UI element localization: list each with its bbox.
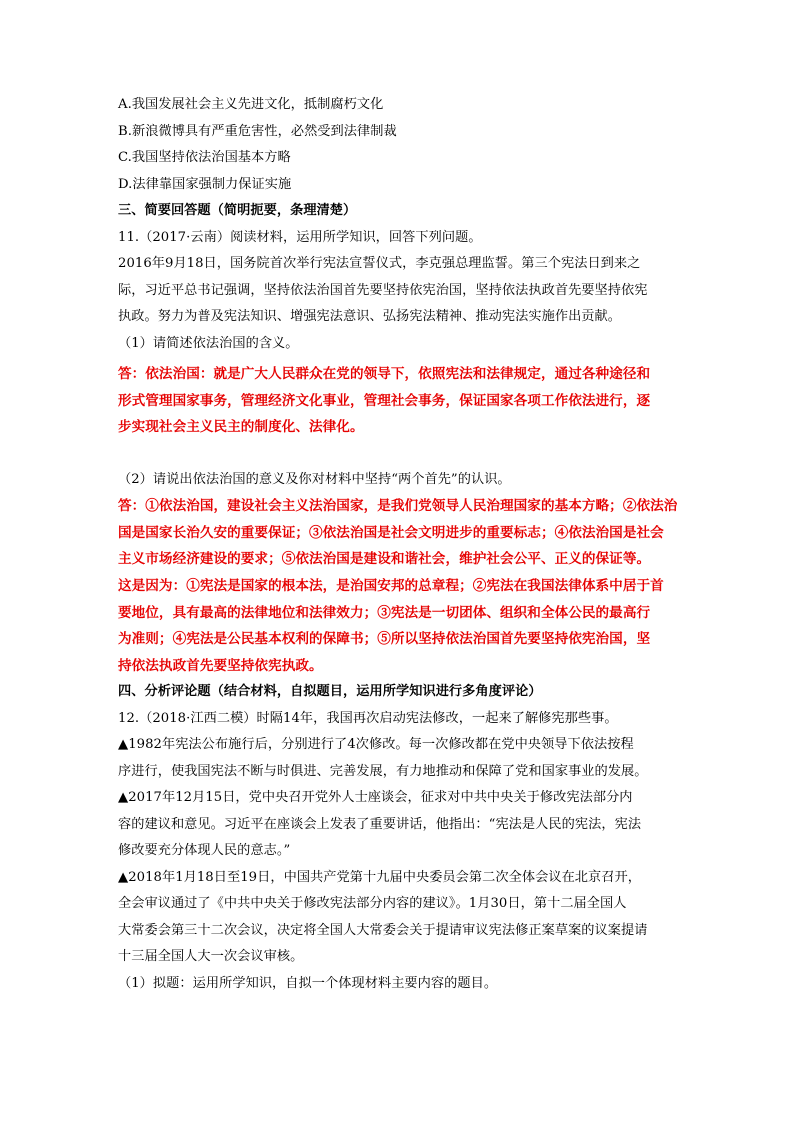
question-11-sub-2: （2）请说出依法治国的意义及你对材料中坚持“两个首先”的认识。 (118, 471, 511, 487)
option-c: C.我国坚持依法治国基本方略 (118, 150, 291, 165)
material-line: 执政。努力为普及宪法知识、增强宪法意识、弘扬宪法精神、推动宪法实施作出贡献。 (118, 309, 622, 324)
option-d: D.法律靠国家强制力保证实施 (118, 176, 292, 192)
material-line: ▲1982年宪法公布施行后，分别进行了4次修改。每一次修改都在党中央领导下依法按程 (118, 737, 634, 753)
answer-line: 为准则；④宪法是公民基本权利的保障书；⑤所以坚持依法治国首先要坚持依宪治国，坚 (118, 631, 651, 648)
option-a: A.我国发展社会主义先进文化，抵制腐朽文化 (118, 97, 384, 112)
question-12-material (118, 732, 678, 971)
answer-line: 形式管理国家事务，管理经济文化事业，管理社会事务，保证国家各项工作依法进行，逐 (118, 392, 651, 409)
material-line: 容的建议和意见。习近平在座谈会上发表了重要讲话，他指出：“宪法是人民的宪法，宪法 (118, 816, 642, 832)
option-list (118, 92, 678, 198)
material-line: 修改要充分体现人民的意志。” (118, 843, 291, 859)
material-line: 2016年9月18日，国务院首次举行宪法宣誓仪式，李克强总理监誓。第三个宪法日到来之 (118, 256, 641, 271)
material-line: ▲2017年12月15日，党中央召开党外人士座谈会，征求对中共中央关于修改宪法部分内 (118, 790, 633, 806)
question-12-title: 12.（2018·江西二模）时隔14年，我国再次启动宪法修改，一起来了解修宪那些事。 (118, 710, 618, 726)
answer-line: 答：依法治国：就是广大人民群众在党的领导下，依照宪法和法律规定，通过各种途径和 (118, 366, 651, 382)
answer-line: 主义市场经济建设的要求；⑤依法治国是建设和谐社会，维护社会公平、正义的保证等。 (118, 551, 651, 568)
question-12-sub-1: （1）拟题：运用所学知识，自拟一个体现材料主要内容的题目。 (118, 975, 498, 991)
answer-line: 国是国家长治久安的重要保证；③依法治国是社会文明进步的重要标志；④依法治国是社会 (118, 524, 664, 541)
question-11-material (118, 251, 678, 331)
material-line: 全会审议通过了《中共中央关于修改宪法部分内容的建议》。1月30日，第十二届全国人 (118, 896, 627, 912)
answer-line: 步实现社会主义民主的制度化、法律化。 (118, 419, 364, 436)
material-line: ▲2018年1月18日至19日，中国共产党第十九届中央委员会第二次全体会议在北京召开， (118, 869, 641, 885)
answer-line: 持依法执政首先要坚持依宪执政。 (118, 657, 323, 674)
answer-line: 答：①依法治国，建设社会主义法治国家，是我们党领导人民治理国家的基本方略；②依法治 (118, 498, 678, 515)
document-page (118, 92, 678, 997)
material-line: 十三届全国人大一次会议审核。 (118, 949, 304, 965)
section-3-heading: 三、简要回答题（简明扼要，条理清楚） (118, 203, 357, 218)
answer-11-1 (118, 361, 678, 441)
question-11-sub-1: （1）请简述依法治国的含义。 (118, 335, 299, 351)
material-line: 大常委会第三十二次会议，决定将全国人大常委会关于提请审议宪法修正案草案的议案提请 (118, 922, 648, 938)
section-4-heading: 四、分析评论题（结合材料，自拟题目，运用所学知识进行多角度评论） (118, 684, 542, 700)
answer-11-2 (118, 493, 678, 679)
answer-line: 要地位，具有最高的法律地位和法律效力；③宪法是一切团体、组织和全体公民的最高行 (118, 604, 651, 621)
question-11-title: 11.（2017·云南）阅读材料，运用所学知识，回答下列问题。 (118, 229, 482, 245)
option-b: B.新浪微博具有严重危害性，必然受到法律制裁 (118, 123, 397, 139)
answer-line: 这是因为：①宪法是国家的根本法，是治国安邦的总章程；②宪法在我国法律体系中居于首 (118, 578, 664, 595)
material-line: 序进行，使我国宪法不断与时俱进、完善发展，有力地推动和保障了党和国家事业的发展。 (118, 763, 648, 779)
blank-spacer (118, 441, 678, 467)
material-line: 际，习近平总书记强调，坚持依法治国首先要坚持依宪治国，坚持依法执政首先要坚持依宪 (118, 282, 648, 298)
